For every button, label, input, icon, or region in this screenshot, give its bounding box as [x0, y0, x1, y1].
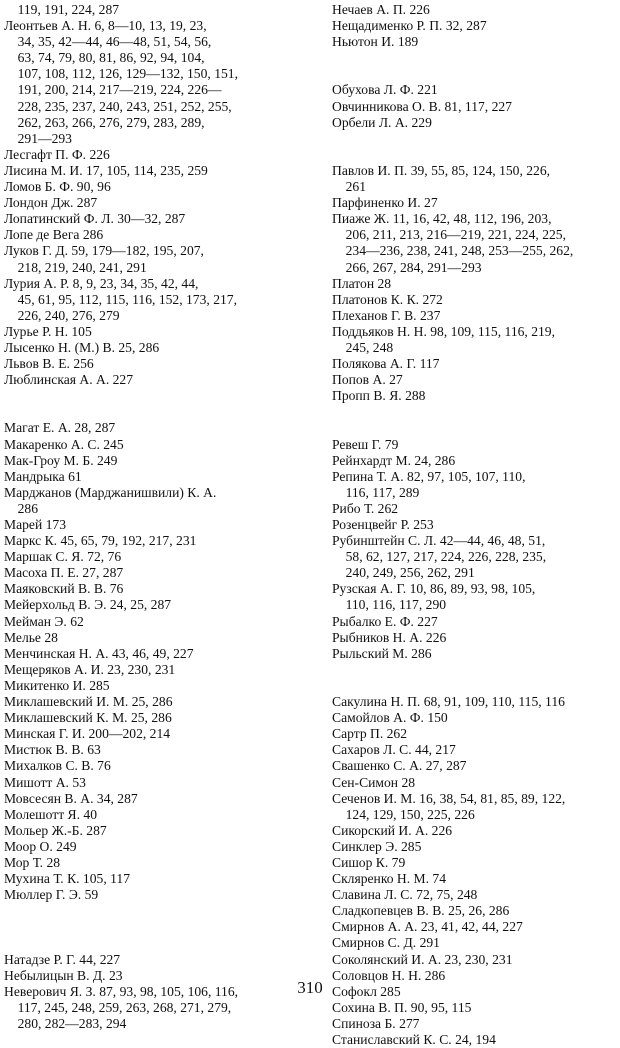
page-number: 310 [297, 978, 323, 997]
index-right-column: Нечаев А. П. 226 Нещадименко Р. П. 32, 287 Ньютон И. 189 Обухова Л. Ф. 221 Овчинникова О. В. 81, 117, 227 Орбели Л. А. 229 Павлов И. П. 39, 55, 85, 124, 150, 226, 261 Парфиненко И. 27 Пиаже Ж. 11, 16, 42, 48, 112, 196, 203, 206, 211, 213, 216—219, 221, 224, 225, 234—236, 238, 241, 248, 253—255, 262, 266, 267, 284, 291—293 Платон 28 Платонов К. К. 272 Плеханов Г. В. 237 Поддьяков Н. Н. 98, 109, 115, 116, 219, 245, 248 Полякова А. Г. 117 Попов А. 27 Пропп В. Я. 288 Ревеш Г. 79 Рейнхардт М. 24, 286 Репина Т. А. 82, 97, 105, 107, 110, 116, 117, 289 Рибо Т. 262 Розенцвейг Р. 253 Рубинштейн С. Л. 42—44, 46, 48, 51, 58, 62, 127, 217, 224, 226, 228, 235, 240, 249, 256, 262, 291 Рузская А. Г. 10, 86, 89, 93, 98, 105, 110, 116, 117, 290 Рыбалко Е. Ф. 227 Рыбников Н. А. 226 Рыльский М. 286 Сакулина Н. П. 68, 91, 109, 110, 115, 116 Самойлов А. Ф. 150 Сартр П. 262 Сахаров Л. С. 44, 217 Свашенко С. А. 27, 287 Сен-Симон 28 Сеченов И. М. 16, 38, 54, 81, 85, 89, 122, 124, 129, 150, 225, 226 Сикорский И. А. 226 Синклер Э. 285 Сишор К. 79 Скляренко Н. М. 74 Славина Л. С. 72, 75, 248 Сладкопевцев В. В. 25, 26, 286 Смирнов А. А. 23, 41, 42, 44, 227 Смирнов С. Д. 291 Соколянский И. А. 23, 230, 231 Соловцов Н. Н. 286 Софокл 285 Сохина В. П. 90, 95, 115 Спиноза Б. 277 Станиславский К. С. 24, 194 [332, 2, 574, 1047]
index-left-column: 119, 191, 224, 287 Леонтьев А. Н. 6, 8—10, 13, 19, 23, 34, 35, 42—44, 46—48, 51, 54, 56, 63, 74, 79, 80, 81, 86, 92, 94, 104, 107, 108, 112, 126, 129—132, 150, 151, 191, 200, 214, 217—219, 224, 226— 228, 235, 237, 240, 243, 251, 252, 255, 262, 263, 266, 276, 279, 283, 289, 291—293 Лесгафт П. Ф. 226 Лисина М. И. 17, 105, 114, 235, 259 Ломов Б. Ф. 90, 96 Лондон Дж. 287 Лопатинский Ф. Л. 30—32, 287 Лопе де Вега 286 Луков Г. Д. 59, 179—182, 195, 207, 218, 219, 240, 241, 291 Лурия А. Р. 8, 9, 23, 34, 35, 42, 44, 45, 61, 95, 112, 115, 116, 152, 173, 217, 226, 240, 276, 279 Лурье Р. Н. 105 Лысенко Н. (М.) В. 25, 286 Львов В. Е. 256 Люблинская А. А. 227 Магат Е. А. 28, 287 Макаренко А. С. 245 Мак-Гроу М. Б. 249 Мандрыка 61 Марджанов (Марджанишвили) К. А. 286 Марей 173 Маркс К. 45, 65, 79, 192, 217, 231 Маршак С. Я. 72, 76 Масоха П. Е. 27, 287 Маяковский В. В. 76 Мейерхольд В. Э. 24, 25, 287 Мейман Э. 62 Мелье 28 Менчинская Н. А. 43, 46, 49, 227 Мещеряков А. И. 23, 230, 231 Микитенко И. 285 Миклашевский И. М. 25, 286 Миклашевский К. М. 25, 286 Минская Г. И. 200—202, 214 Мистюк В. В. 63 Михалков С. В. 76 Мишотт А. 53 Мовсесян В. А. 34, 287 Молешотт Я. 40 Мольер Ж.-Б. 287 Моор О. 249 Мор Т. 28 Мухина Т. К. 105, 117 Мюллер Г. Э. 59 Натадзе Р. Г. 44, 227 Небылицын В. Д. 23 Неверович Я. З. 87, 93, 98, 105, 106, 116, 117, 245, 248, 259, 263, 268, 271, 279, 280, 282—283, 294 [4, 2, 239, 1031]
